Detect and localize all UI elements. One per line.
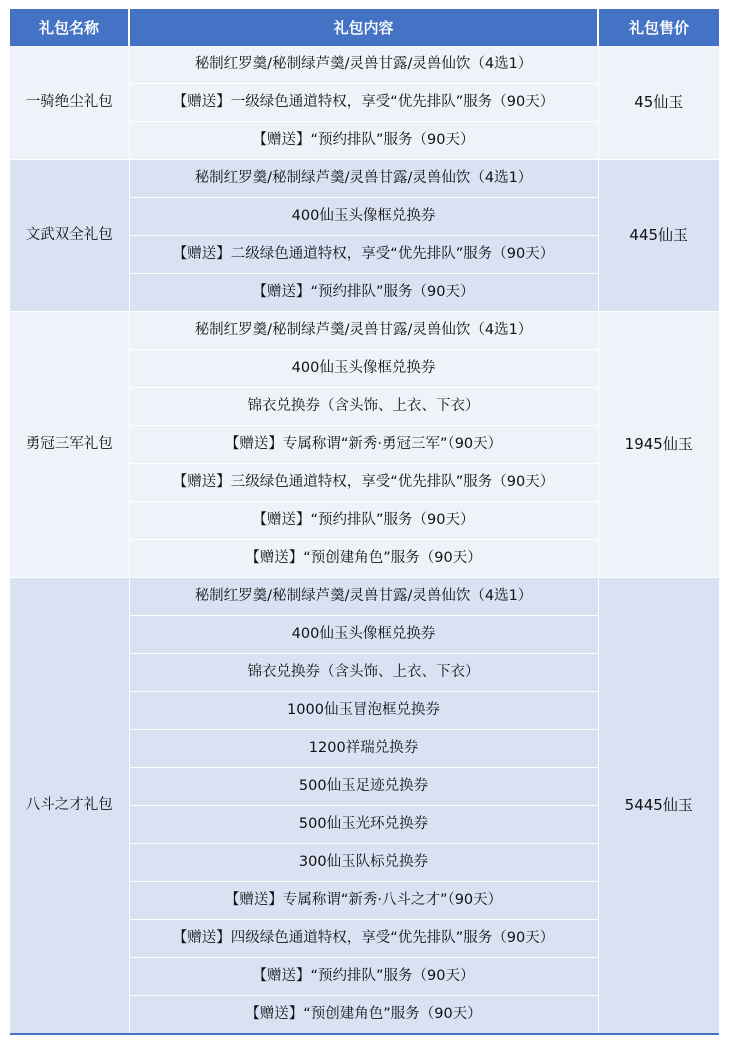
package-group bbox=[10, 160, 719, 312]
package-content-item: 【赠送】“预约排队”服务（90天） bbox=[129, 274, 598, 312]
package-price-cell: 445仙玉 bbox=[598, 160, 719, 312]
package-content-item: 400仙玉头像框兑换券 bbox=[129, 198, 598, 236]
table-row bbox=[10, 312, 719, 350]
gift-package-table-container bbox=[10, 9, 719, 1035]
header-row bbox=[10, 9, 719, 46]
package-content-item: 秘制红罗羹/秘制绿芦羹/灵兽甘露/灵兽仙饮（4选1） bbox=[129, 578, 598, 616]
package-price-cell: 45仙玉 bbox=[598, 46, 719, 160]
package-content-item: 秘制红罗羹/秘制绿芦羹/灵兽甘露/灵兽仙饮（4选1） bbox=[129, 46, 598, 84]
package-group bbox=[10, 46, 719, 160]
package-name-cell: 勇冠三军礼包 bbox=[10, 312, 129, 578]
package-content-item: 【赠送】“预约排队”服务（90天） bbox=[129, 122, 598, 160]
package-name-cell: 文武双全礼包 bbox=[10, 160, 129, 312]
package-name-cell: 八斗之才礼包 bbox=[10, 578, 129, 1035]
package-content-item: 500仙玉足迹兑换券 bbox=[129, 768, 598, 806]
package-content-item: 秘制红罗羹/秘制绿芦羹/灵兽甘露/灵兽仙饮（4选1） bbox=[129, 312, 598, 350]
package-group bbox=[10, 578, 719, 1035]
table-row bbox=[10, 46, 719, 84]
package-content-item: 【赠送】“预创建角色”服务（90天） bbox=[129, 540, 598, 578]
package-content-item: 400仙玉头像框兑换券 bbox=[129, 616, 598, 654]
package-content-item: 1200祥瑞兑换券 bbox=[129, 730, 598, 768]
header-package-price: 礼包售价 bbox=[598, 9, 719, 46]
package-content-item: 锦衣兑换券（含头饰、上衣、下衣） bbox=[129, 388, 598, 426]
package-content-item: 【赠送】二级绿色通道特权，享受“优先排队”服务（90天） bbox=[129, 236, 598, 274]
package-content-item: 【赠送】专属称谓“新秀·八斗之才”（90天） bbox=[129, 882, 598, 920]
table-header bbox=[10, 9, 719, 46]
package-content-item: 【赠送】“预约排队”服务（90天） bbox=[129, 958, 598, 996]
header-package-content: 礼包内容 bbox=[129, 9, 598, 46]
package-content-item: 【赠送】三级绿色通道特权，享受“优先排队”服务（90天） bbox=[129, 464, 598, 502]
package-content-item: 秘制红罗羹/秘制绿芦羹/灵兽甘露/灵兽仙饮（4选1） bbox=[129, 160, 598, 198]
package-price-cell: 1945仙玉 bbox=[598, 312, 719, 578]
package-content-item: 400仙玉头像框兑换券 bbox=[129, 350, 598, 388]
package-content-item: 【赠送】“预约排队”服务（90天） bbox=[129, 502, 598, 540]
package-price-cell: 5445仙玉 bbox=[598, 578, 719, 1035]
package-content-item: 500仙玉光环兑换券 bbox=[129, 806, 598, 844]
table-row bbox=[10, 578, 719, 616]
package-content-item: 【赠送】专属称谓“新秀·勇冠三军”（90天） bbox=[129, 426, 598, 464]
package-content-item: 1000仙玉冒泡框兑换券 bbox=[129, 692, 598, 730]
table-row bbox=[10, 160, 719, 198]
package-content-item: 锦衣兑换券（含头饰、上衣、下衣） bbox=[129, 654, 598, 692]
header-package-name: 礼包名称 bbox=[10, 9, 129, 46]
package-content-item: 【赠送】一级绿色通道特权，享受“优先排队”服务（90天） bbox=[129, 84, 598, 122]
gift-package-table bbox=[10, 9, 719, 1035]
package-content-item: 300仙玉队标兑换券 bbox=[129, 844, 598, 882]
package-content-item: 【赠送】四级绿色通道特权，享受“优先排队”服务（90天） bbox=[129, 920, 598, 958]
package-group bbox=[10, 312, 719, 578]
package-content-item: 【赠送】“预创建角色”服务（90天） bbox=[129, 996, 598, 1035]
package-name-cell: 一骑绝尘礼包 bbox=[10, 46, 129, 160]
